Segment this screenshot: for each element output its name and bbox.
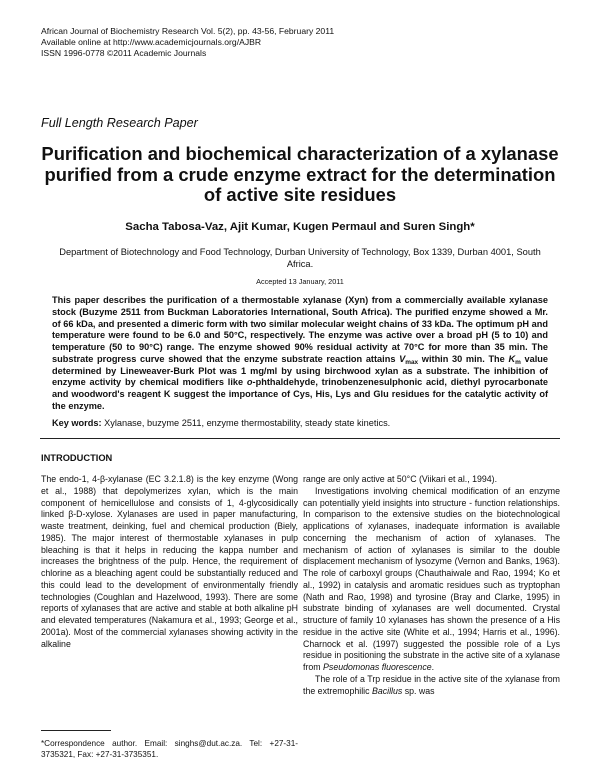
intro-paragraph-continued: range are only active at 50°C (Viikari et al., 1994). <box>303 474 498 484</box>
abstract: This paper describes the purification of a thermostable xylanase (Xyn) from a commercially available xylanase stock (Buzyme 2511 from Buckman Laboratories International, South Africa). The purified enzyme showed a Mr. of 66 kDa, and presented a dimeric form with two similar molecular weight chains of 33 kDa. The optimum pH and temperature were found to be 6.0 and 50°C, respectively. The enzyme was active over a broad pH (5 to 10) and temperature (50 to 90°C) range. The enzyme showed 90% residual activity at 70°C for more than 35 min. The substrate progress curve showed that the enzyme substrate reaction attains $V_{max}$ within 30 min. The $K_m$ value determined by Lineweaver-Burk Plot was 1 mg/ml by using birchwood xylan as a substrate. The inhibition of enzyme activity by chemical modifiers like o-phthaldehyde, trinobenzenesulphonic acid, diethyl pyrocarbonate and woodword's reagent K suggest the importance of Cys, His, Lys and Glu residues for the catalytic activity of the enzyme. <box>52 295 548 411</box>
introduction-heading: INTRODUCTION <box>41 453 113 463</box>
keywords-label: Key words: <box>52 418 102 428</box>
correspondence-footnote: *Correspondence author. Email: singhs@dut.ac.za. Tel: +27-31-3735321, Fax: +27-31-3735351. <box>41 739 298 759</box>
right-column <box>303 474 560 697</box>
journal-citation: African Journal of Biochemistry Research Vol. 5(2), pp. 43-56, February 2011 <box>41 26 335 36</box>
affiliation: Department of Biotechnology and Food Technology, Durban University of Technology, Box 1339, Durban 4001, South Africa. <box>59 247 541 269</box>
accepted-date: Accepted 13 January, 2011 <box>256 277 344 286</box>
journal-header <box>41 26 381 60</box>
journal-issn: ISSN 1996-0778 ©2011 Academic Journals <box>41 48 207 59</box>
paper-title: Purification and biochemical characterization of a xylanase purified from a crude enzyme extract for the determination of active site residues <box>41 143 559 205</box>
footnote-rule <box>41 730 111 731</box>
left-column <box>41 474 298 650</box>
intro-paragraph-3: The role of a Trp residue in the active site of the xylanase from the extremophilic Bacillus sp. was <box>303 673 560 696</box>
paper-type-label: Full Length Research Paper <box>41 116 198 130</box>
intro-paragraph-2: Investigations involving chemical modification of an enzyme can potentially yield insights into structure - function relationships. In comparison to the extensive studies on the biotechnological applications of xylanases, inadequate information is available concerning the mechanism of action of xylanases. The mechanism of action of xylanases is similar to the double displacement mechanism of lysozyme (Vernon and Banks, 1963). The role of carboxyl groups (Chauthaiwale and Rao, 1994; Ko et al., 1992) in catalysis and aromatic residues such as tryptophan (Nath and Rao, 1998) and tyrosine (Bray and Clarke, 1995) in substrate binding of xylanases are well documented. Crystal structure of family 10 xylanases has shown the presence of a His residue in the active site (White et al., 1994; Harris et al., 1996). Charnock et al. (1997) suggested the possible role of a Lys residue in positioning the substrate in the active site of a xylanase from Pseudomonas fluorescence. <box>303 485 560 672</box>
intro-paragraph-1: The endo-1, 4-β-xylanase (EC 3.2.1.8) is the key enzyme (Wong et al., 1988) that depolymerizes xylan, which is the main component of hemicellulose and consists of 1, 4-glycosidically linked β-D-xylose. Xylanases are used in paper manufacturing, waste treatment, deinking, fuel and chemical production (Biely, 1985). The major interest of thermostable xylanases in pulp bleaching is that it helps in reducing the kappa number and increases the brightness of the pulp. Hence, the requirement of chlorine as a bleaching agent could be substantially reduced and this could lead to the development of environmentally friendly technologies (Coughlan and Hazelwood, 1993). There are some reports of xylanases that are active and stable at both alkaline pH and elevated temperatures (Nakamura et al., 1993; George et al., 2001a). Most of the commercial xylanases showing activity in the alkaline <box>41 474 298 649</box>
author-list: Sacha Tabosa-Vaz, Ajit Kumar, Kugen Permaul and Suren Singh* <box>125 221 475 233</box>
keywords-text: Xylanase, buzyme 2511, enzyme thermostability, steady state kinetics. <box>104 418 391 428</box>
section-divider <box>40 438 560 439</box>
journal-online-url[interactable]: Available online at http://www.academicjournals.org/AJBR <box>41 37 262 48</box>
keywords <box>52 418 548 428</box>
